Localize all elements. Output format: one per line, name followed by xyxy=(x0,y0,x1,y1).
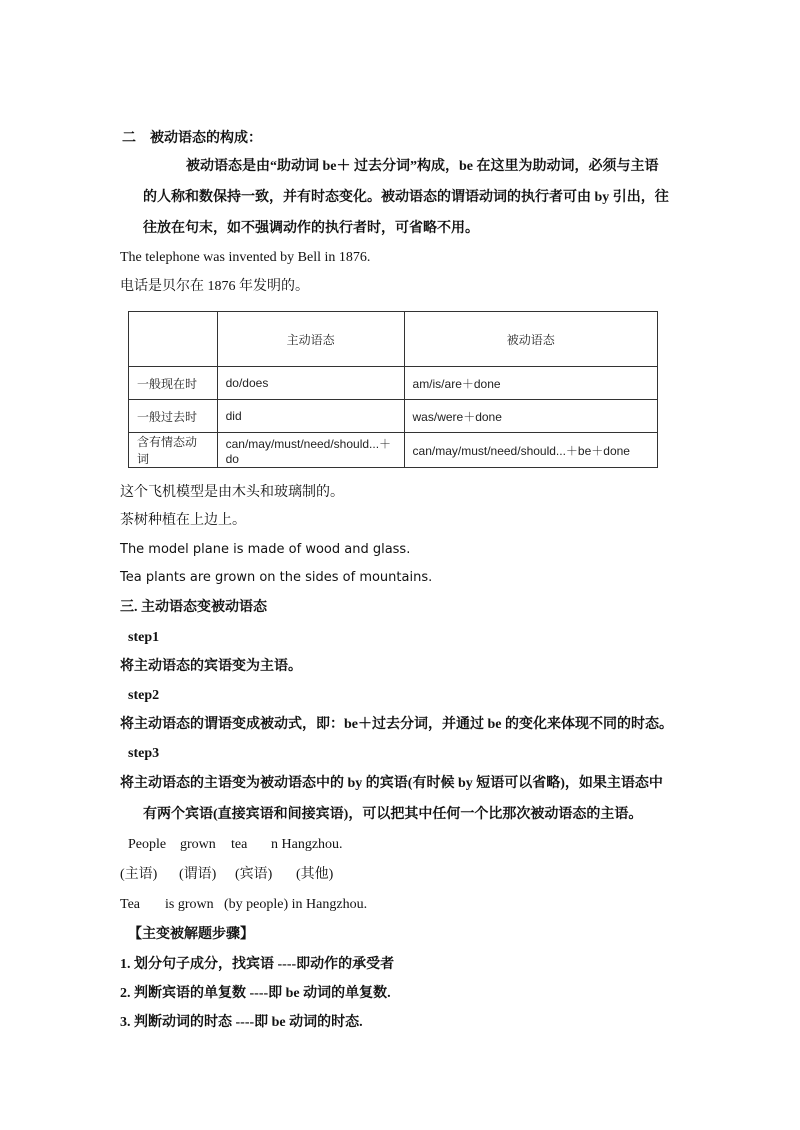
tense-cell: 含有情态动词 xyxy=(129,433,218,468)
table-header-row xyxy=(129,312,658,367)
active-cell: do/does xyxy=(217,367,404,400)
passive-verb: is grown xyxy=(165,897,214,912)
tense-cell: 一般过去时 xyxy=(129,400,218,433)
paragraph-line-3: 往放在句末，如不强调动作的执行者时，可省略不用。 xyxy=(143,221,479,236)
active-cell: can/may/must/need/should...＋do xyxy=(217,433,404,468)
example-english-1: The model plane is made of wood and glass. xyxy=(120,542,411,557)
step3-text-line-1: 将主动语态的主语变为被动语态中的 by 的宾语(有时候 by 短语可以省略)，如果主语态中 xyxy=(120,776,663,791)
example-english-2: Tea plants are grown on the sides of mountains. xyxy=(120,570,433,585)
example-english: The telephone was invented by Bell in 1876. xyxy=(120,250,371,265)
active-cell: did xyxy=(217,400,404,433)
step-item-3: 3. 判断动词的时态 ----即 be 动词的时态. xyxy=(120,1015,363,1030)
sentence-role: (谓语) xyxy=(179,867,217,882)
table-header-active: 主动语态 xyxy=(217,312,404,367)
step3-label: step3 xyxy=(128,746,160,761)
step2-text: 将主动语态的谓语变成被动式，即：be＋过去分词，并通过 be 的变化来体现不同的时态。 xyxy=(120,717,673,732)
passive-rest: (by people) in Hangzhou. xyxy=(224,897,368,912)
passive-cell: can/may/must/need/should...＋be＋done xyxy=(404,433,657,468)
sentence-role: (其他) xyxy=(296,867,334,882)
example-chinese-1: 这个飞机模型是由木头和玻璃制的。 xyxy=(120,485,344,500)
table-row xyxy=(129,367,658,400)
paragraph-line-2: 的人称和数保持一致，并有时态变化。被动语态的谓语动词的执行者可由 by 引出，往 xyxy=(143,190,669,205)
example-chinese-2: 茶树种植在上边上。 xyxy=(120,513,246,528)
step-item-1: 1. 划分句子成分，找宾语 ----即动作的承受者 xyxy=(120,957,395,972)
paragraph-line-1: 被动语态是由“助动词 be＋ 过去分词”构成，be 在这里为助动词，必须与主语 xyxy=(186,159,659,174)
table-header-empty xyxy=(129,312,218,367)
sentence-word: n Hangzhou. xyxy=(271,837,343,852)
passive-subject: Tea xyxy=(120,897,141,912)
sentence-role: (宾语) xyxy=(235,867,273,882)
sentence-word: tea xyxy=(231,837,248,852)
tense-cell: 一般现在时 xyxy=(129,367,218,400)
sentence-role: (主语) xyxy=(120,867,158,882)
step1-label: step1 xyxy=(128,630,160,645)
table-row xyxy=(129,400,658,433)
step2-label: step2 xyxy=(128,688,160,703)
table-row xyxy=(129,433,658,468)
step1-text: 将主动语态的宾语变为主语。 xyxy=(120,659,302,674)
section2-title: 被动语态的构成： xyxy=(150,131,262,146)
example-chinese: 电话是贝尔在 1876 年发明的。 xyxy=(120,279,309,294)
passive-cell: was/were＋done xyxy=(404,400,657,433)
steps-title: 【主变被解题步骤】 xyxy=(128,927,254,942)
section2-number: 二 xyxy=(122,131,136,146)
voice-comparison-table xyxy=(128,311,658,468)
section3-heading: 三. 主动语态变被动语态 xyxy=(120,600,267,615)
step3-text-line-2: 有两个宾语(直接宾语和间接宾语)，可以把其中任何一个比那次被动语态的主语。 xyxy=(143,807,643,822)
step-item-2: 2. 判断宾语的单复数 ----即 be 动词的单复数. xyxy=(120,986,391,1001)
table-header-passive: 被动语态 xyxy=(404,312,657,367)
sentence-word: People xyxy=(128,837,167,852)
passive-cell: am/is/are＋done xyxy=(404,367,657,400)
sentence-word: grown xyxy=(180,837,216,852)
